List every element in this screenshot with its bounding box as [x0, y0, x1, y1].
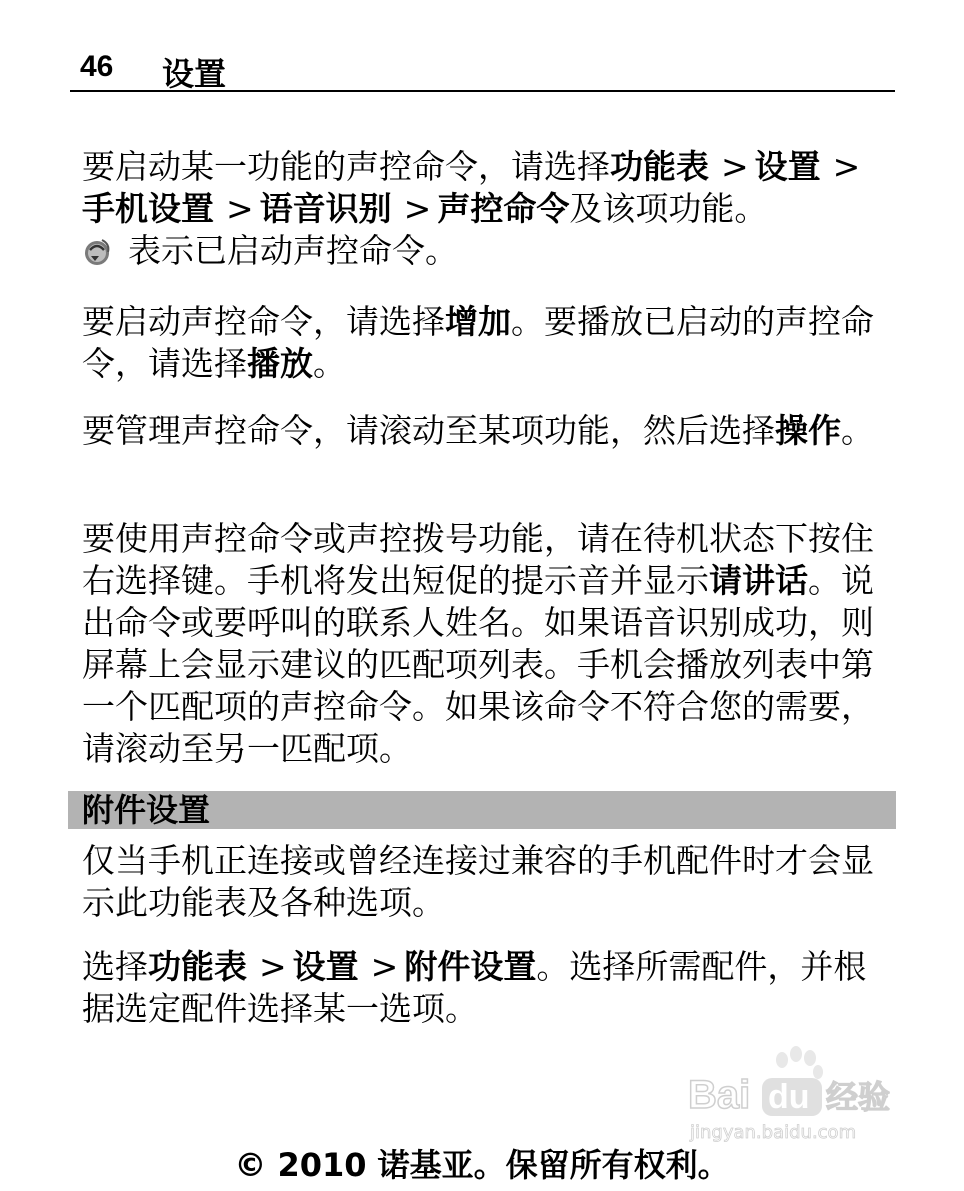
copyright-footer: © 2010 诺基亚。保留所有权利。	[234, 1146, 730, 1184]
text: 。要播放已启动的声控命令，请选择	[82, 302, 874, 383]
text: 要启动声控命令，请选择	[82, 302, 445, 341]
paragraph-add-play	[82, 301, 887, 385]
text: 要启动某一功能的声控命令，请选择	[82, 147, 610, 186]
option-add: 增加	[445, 302, 511, 341]
text: 选择	[82, 947, 148, 986]
option-operation: 操作	[775, 411, 841, 450]
watermark-brand-du: du	[768, 1078, 810, 1116]
watermark-suffix: 经验	[826, 1078, 891, 1116]
option-play: 播放	[247, 344, 313, 383]
path-separator: >	[832, 147, 861, 186]
path-separator: >	[259, 947, 287, 986]
paragraph-voice-commands-intro	[82, 146, 887, 272]
text: 表示已启动声控命令。	[128, 231, 458, 270]
voice-tag-icon	[82, 234, 116, 268]
text: 。说出命令或要呼叫的联系人姓名。如果语音识别成功，则屏幕上会显示建议的匹配项列表。手机会播放列表中第一个匹配项的声控命令。如果该命令不符合您的需要，请滚动至另一匹配项。	[82, 561, 874, 768]
text: 及该项功能。	[569, 189, 768, 228]
text: 。	[313, 344, 346, 383]
menu-path-item: 声控命令	[437, 189, 570, 228]
prompt-speak-now: 请讲话	[709, 561, 808, 600]
path-separator: >	[226, 189, 254, 228]
path-separator: >	[403, 189, 432, 228]
baidu-watermark	[686, 1046, 906, 1146]
menu-path-item: 功能表	[610, 147, 709, 186]
menu-path-item: 设置	[754, 147, 821, 186]
paragraph-accessory-select	[82, 946, 887, 1030]
section-heading-bar	[68, 791, 896, 829]
watermark-url: jingyan.baidu.com	[690, 1122, 857, 1143]
text: 要管理声控命令，请滚动至某项功能，然后选择	[82, 411, 775, 450]
text: 要使用声控命令或声控拨号功能，请在待机状态下按住右选择键。手机将发出短促的提示音并显示	[82, 519, 874, 600]
menu-path-item: 设置	[292, 947, 359, 986]
menu-path-item: 语音识别	[259, 189, 392, 228]
text: 仅当手机正连接或曾经连接过兼容的手机配件时才会显示此功能表及各种选项。	[82, 841, 874, 922]
menu-path-item: 功能表	[148, 947, 247, 986]
page-header	[70, 46, 895, 92]
text: 。	[841, 411, 874, 450]
paragraph-accessory-note	[82, 840, 887, 924]
path-separator: >	[370, 947, 399, 986]
menu-path-item: 手机设置	[82, 189, 214, 228]
section-title: 附件设置	[82, 791, 211, 829]
paragraph-usage	[82, 518, 887, 770]
watermark-brand: Bai	[688, 1073, 751, 1117]
page-number: 46	[80, 50, 114, 83]
paragraph-manage	[82, 410, 887, 452]
menu-path-item: 附件设置	[404, 947, 537, 986]
header-section-title: 设置	[162, 55, 227, 93]
path-separator: >	[721, 147, 749, 186]
text: 。选择所需配件，并根据选定配件选择某一选项。	[82, 947, 867, 1028]
